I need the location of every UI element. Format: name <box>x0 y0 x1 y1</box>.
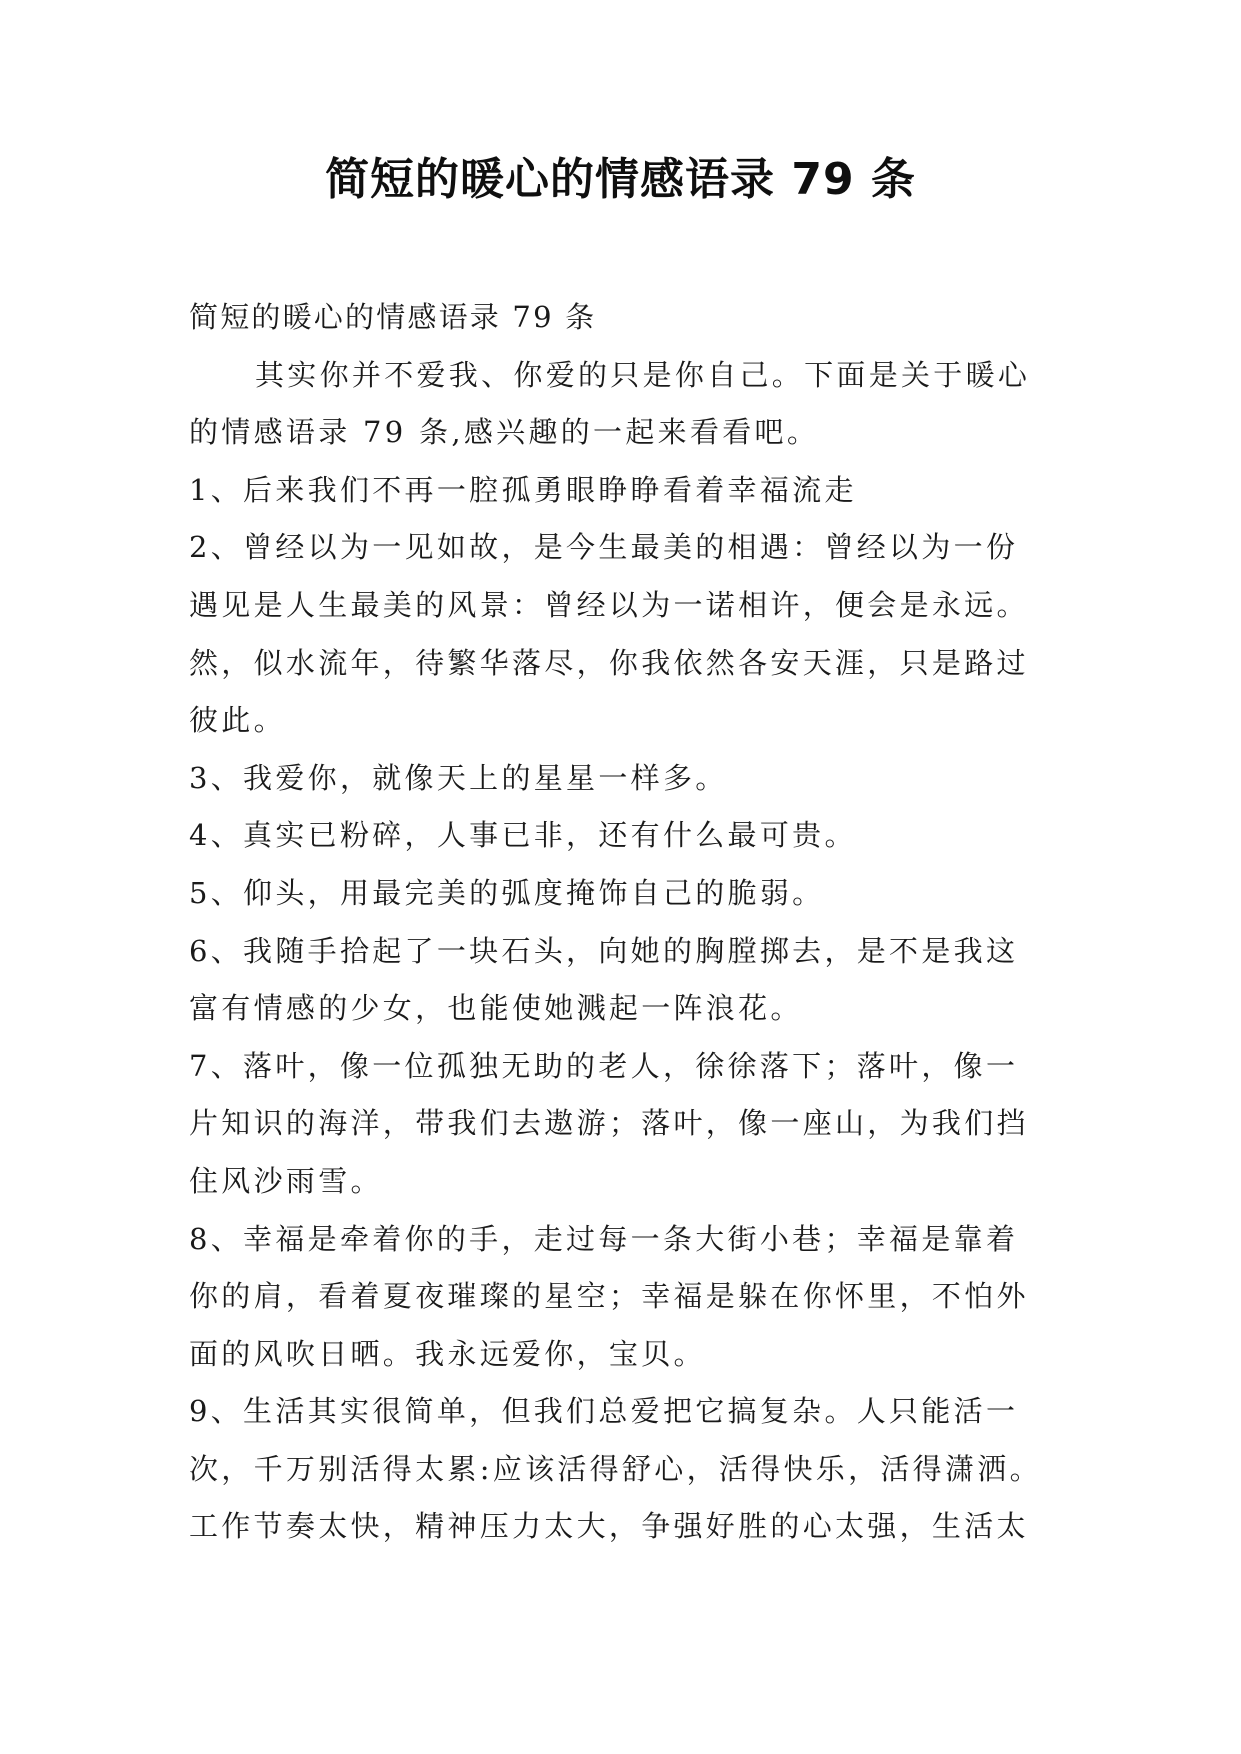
quote-2-line: 然，似水流年，待繁华落尽，你我依然各安天涯，只是路过 <box>189 645 1029 680</box>
quote-2-line: 彼此。 <box>189 703 286 738</box>
body-subtitle-line: 简短的暖心的情感语录 79 条 <box>189 300 597 334</box>
quote-9-line: 工作节奏太快，精神压力太大，争强好胜的心太强，生活太 <box>189 1509 1029 1544</box>
quote-2-line: 2、曾经以为一见如故，是今生最美的相遇：曾经以为一份 <box>189 530 1019 565</box>
quote-6-line: 富有情感的少女，也能使她溅起一阵浪花。 <box>189 991 803 1026</box>
quote-7-line: 住风沙雨雪。 <box>189 1163 383 1198</box>
quote-1-line: 1、后来我们不再一腔孤勇眼睁睁看着幸福流走 <box>189 472 857 507</box>
quote-8-line: 面的风吹日晒。我永远爱你，宝贝。 <box>189 1336 706 1371</box>
quote-5-line: 5、仰头，用最完美的弧度掩饰自己的脆弱。 <box>189 875 825 910</box>
quote-2-line: 遇见是人生最美的风景：曾经以为一诺相许，便会是永远。 <box>189 587 1029 622</box>
quote-8-line: 你的肩，看着夏夜璀璨的星空；幸福是躲在你怀里，不怕外 <box>189 1279 1029 1314</box>
quote-8-line: 8、幸福是牵着你的手，走过每一条大街小巷；幸福是靠着 <box>189 1221 1019 1256</box>
intro-paragraph-line: 的情感语录 79 条,感兴趣的一起来看看吧。 <box>189 415 820 450</box>
document-title: 简短的暖心的情感语录 79 条 <box>325 154 916 205</box>
quote-9-line: 9、生活其实很简单，但我们总爱把它搞复杂。人只能活一 <box>189 1394 1019 1429</box>
intro-paragraph-line: 其实你并不爱我、你爱的只是你自己。下面是关于暖心 <box>255 357 1031 392</box>
quote-6-line: 6、我随手拾起了一块石头，向她的胸膛掷去，是不是我这 <box>189 933 1019 968</box>
document-body <box>189 289 1059 1556</box>
quote-7-line: 片知识的海洋，带我们去遨游；落叶，像一座山，为我们挡 <box>189 1106 1029 1141</box>
quote-4-line: 4、真实已粉碎，人事已非，还有什么最可贵。 <box>189 818 857 853</box>
quote-7-line: 7、落叶，像一位孤独无助的老人，徐徐落下；落叶，像一 <box>189 1048 1019 1083</box>
quote-9-line: 次，千万别活得太累:应该活得舒心，活得快乐，活得潇洒。 <box>189 1451 1042 1486</box>
quote-3-line: 3、我爱你，就像天上的星星一样多。 <box>189 760 728 795</box>
